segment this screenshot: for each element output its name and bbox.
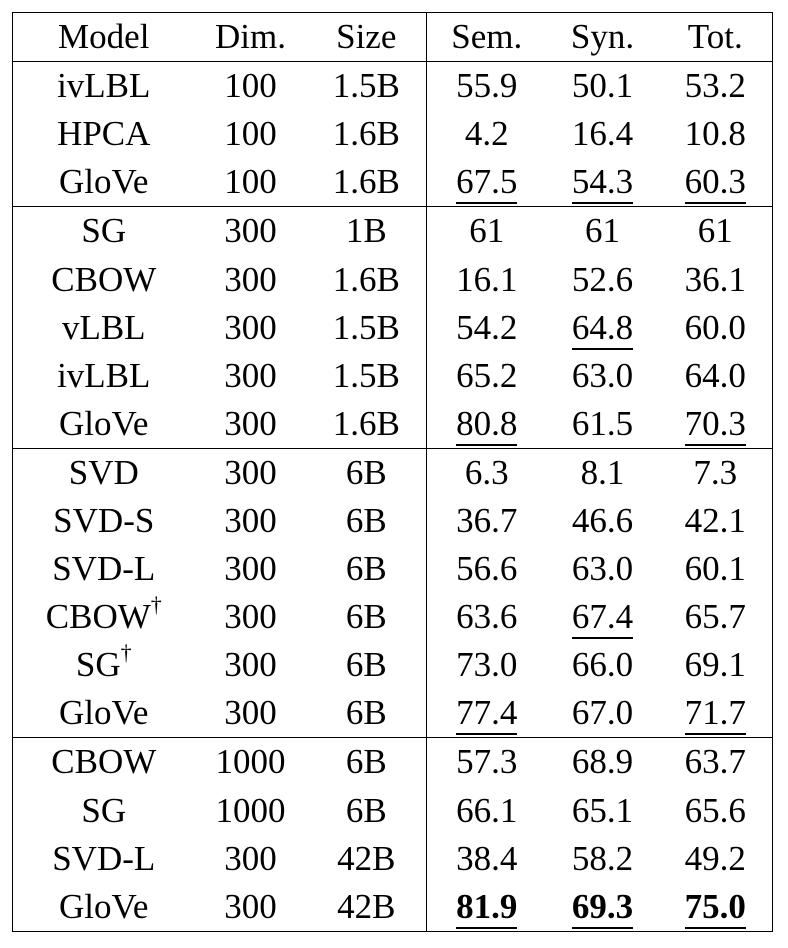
cell-syn <box>547 207 659 256</box>
cell-syn <box>547 787 659 835</box>
table-row <box>13 787 773 835</box>
cell-size <box>307 738 427 787</box>
cell-syn <box>547 545 659 593</box>
tot-value: 61 <box>697 211 733 251</box>
size-value: 1.6B <box>332 403 400 443</box>
cell-model <box>13 497 195 545</box>
cell-sem <box>427 255 547 303</box>
cell-size <box>307 352 427 400</box>
size-value: 42B <box>337 886 396 926</box>
tot-value: 70.3 <box>685 406 746 446</box>
cell-model <box>13 883 195 932</box>
column-header-tot: Tot. <box>659 13 773 62</box>
cell-tot <box>659 497 773 545</box>
size-value: 1.6B <box>332 162 400 202</box>
column-header-size: Size <box>307 13 427 62</box>
cell-size <box>307 255 427 303</box>
cell-tot <box>659 304 773 352</box>
cell-dim <box>195 158 307 207</box>
cell-syn <box>547 497 659 545</box>
syn-value: 61.5 <box>571 403 634 443</box>
table-row <box>13 352 773 400</box>
cell-sem <box>427 400 547 449</box>
tot-value: 42.1 <box>684 500 746 540</box>
cell-model <box>13 158 195 207</box>
model-name: CBOW <box>51 742 157 782</box>
cell-model <box>13 835 195 883</box>
tot-value: 65.7 <box>684 597 746 637</box>
word-analogy-results-table <box>12 12 773 932</box>
dim-value: 300 <box>224 355 277 395</box>
syn-value: 67.4 <box>572 599 633 639</box>
cell-dim <box>195 255 307 303</box>
cell-dim <box>195 545 307 593</box>
size-value: 6B <box>345 742 387 782</box>
tot-value: 64.0 <box>684 355 746 395</box>
dagger-mark: † <box>120 639 132 665</box>
size-value: 1.5B <box>332 307 400 347</box>
size-value: 6B <box>345 693 387 733</box>
cell-syn <box>547 835 659 883</box>
cell-dim <box>195 787 307 835</box>
cell-tot <box>659 593 773 641</box>
table-row <box>13 400 773 449</box>
column-header-dim: Dim. <box>195 13 307 62</box>
syn-value: 68.9 <box>571 742 634 782</box>
sem-value: 67.5 <box>456 164 517 204</box>
cell-syn <box>547 255 659 303</box>
model-name: SVD <box>68 452 139 492</box>
cell-size <box>307 883 427 932</box>
cell-size <box>307 497 427 545</box>
dim-value: 300 <box>224 645 277 685</box>
syn-value: 65.1 <box>571 790 634 830</box>
cell-sem <box>427 545 547 593</box>
size-value: 6B <box>345 645 387 685</box>
sem-value: 16.1 <box>456 259 518 299</box>
model-name: GloVe <box>59 886 149 926</box>
size-value: 1.5B <box>332 355 400 395</box>
model-name: SG <box>75 645 121 685</box>
dim-value: 300 <box>224 307 277 347</box>
cell-syn <box>547 448 659 497</box>
cell-sem <box>427 641 547 689</box>
cell-sem <box>427 883 547 932</box>
syn-value: 67.0 <box>571 693 634 733</box>
table-row <box>13 497 773 545</box>
cell-size <box>307 835 427 883</box>
cell-dim <box>195 62 307 111</box>
cell-size <box>307 787 427 835</box>
cell-dim <box>195 689 307 738</box>
model-name: ivLBL <box>57 355 151 395</box>
table-row <box>13 545 773 593</box>
table-row <box>13 883 773 932</box>
cell-sem <box>427 448 547 497</box>
cell-tot <box>659 545 773 593</box>
size-value: 6B <box>345 500 387 540</box>
cell-model <box>13 110 195 158</box>
table-row <box>13 110 773 158</box>
cell-syn <box>547 352 659 400</box>
tot-value: 71.7 <box>685 695 746 735</box>
cell-syn <box>547 689 659 738</box>
cell-tot <box>659 787 773 835</box>
cell-model <box>13 352 195 400</box>
cell-sem <box>427 835 547 883</box>
syn-value: 63.0 <box>571 355 634 395</box>
cell-size <box>307 158 427 207</box>
column-header-syn: Syn. <box>547 13 659 62</box>
cell-sem <box>427 62 547 111</box>
size-value: 1B <box>345 211 387 251</box>
sem-value: 57.3 <box>456 742 518 782</box>
size-value: 6B <box>345 790 387 830</box>
cell-sem <box>427 110 547 158</box>
sem-value: 38.4 <box>456 838 518 878</box>
cell-dim <box>195 641 307 689</box>
cell-dim <box>195 110 307 158</box>
model-name: SVD-L <box>52 549 156 589</box>
cell-size <box>307 641 427 689</box>
cell-size <box>307 207 427 256</box>
cell-dim <box>195 738 307 787</box>
dim-value: 300 <box>224 838 277 878</box>
size-value: 6B <box>345 597 387 637</box>
size-value: 1.6B <box>332 259 400 299</box>
cell-syn <box>547 400 659 449</box>
syn-value: 64.8 <box>572 310 633 350</box>
tot-value: 7.3 <box>693 452 738 492</box>
sem-value: 54.2 <box>456 307 518 347</box>
cell-sem <box>427 158 547 207</box>
table-row <box>13 835 773 883</box>
tot-value: 36.1 <box>684 259 746 299</box>
cell-tot <box>659 255 773 303</box>
tot-value: 60.0 <box>684 307 746 347</box>
dim-value: 100 <box>224 162 277 202</box>
tot-value: 10.8 <box>684 114 746 154</box>
sem-value: 77.4 <box>456 695 517 735</box>
table-row <box>13 448 773 497</box>
model-name: CBOW <box>45 597 151 637</box>
syn-value: 69.3 <box>572 889 633 929</box>
cell-tot <box>659 207 773 256</box>
cell-model <box>13 448 195 497</box>
cell-sem <box>427 738 547 787</box>
cell-syn <box>547 641 659 689</box>
model-name: SVD-L <box>52 838 156 878</box>
cell-model <box>13 787 195 835</box>
cell-tot <box>659 689 773 738</box>
cell-tot <box>659 352 773 400</box>
dim-value: 300 <box>224 259 277 299</box>
sem-value: 61 <box>469 211 505 251</box>
cell-tot <box>659 883 773 932</box>
size-value: 1.5B <box>332 66 400 106</box>
model-name: SG <box>81 211 127 251</box>
cell-model <box>13 641 195 689</box>
size-value: 1.6B <box>332 114 400 154</box>
cell-model <box>13 400 195 449</box>
cell-dim <box>195 352 307 400</box>
syn-value: 61 <box>585 211 620 251</box>
dim-value: 300 <box>224 500 277 540</box>
tot-value: 60.1 <box>684 549 746 589</box>
cell-model <box>13 207 195 256</box>
cell-syn <box>547 304 659 352</box>
table-row <box>13 593 773 641</box>
cell-dim <box>195 883 307 932</box>
syn-value: 50.1 <box>571 66 634 106</box>
sem-value: 65.2 <box>456 355 518 395</box>
table-row <box>13 255 773 303</box>
sem-value: 66.1 <box>456 790 518 830</box>
tot-value: 49.2 <box>684 838 746 878</box>
dim-value: 300 <box>224 211 277 251</box>
size-value: 6B <box>345 452 387 492</box>
syn-value: 63.0 <box>571 549 634 589</box>
cell-tot <box>659 641 773 689</box>
cell-sem <box>427 787 547 835</box>
cell-sem <box>427 304 547 352</box>
cell-sem <box>427 689 547 738</box>
cell-syn <box>547 110 659 158</box>
cell-tot <box>659 835 773 883</box>
cell-dim <box>195 448 307 497</box>
cell-model <box>13 62 195 111</box>
syn-value: 46.6 <box>571 500 634 540</box>
syn-value: 52.6 <box>571 259 634 299</box>
cell-size <box>307 545 427 593</box>
model-name: vLBL <box>61 307 146 347</box>
tot-value: 65.6 <box>684 790 746 830</box>
cell-dim <box>195 207 307 256</box>
syn-value: 66.0 <box>571 645 634 685</box>
table-row <box>13 62 773 111</box>
cell-tot <box>659 400 773 449</box>
dim-value: 300 <box>224 597 277 637</box>
cell-model <box>13 593 195 641</box>
syn-value: 54.3 <box>572 164 633 204</box>
cell-syn <box>547 883 659 932</box>
table-row <box>13 304 773 352</box>
cell-size <box>307 110 427 158</box>
table-row <box>13 158 773 207</box>
cell-model <box>13 689 195 738</box>
dagger-mark: † <box>150 591 162 617</box>
size-value: 42B <box>337 838 396 878</box>
tot-value: 53.2 <box>684 66 746 106</box>
dim-value: 100 <box>224 66 277 106</box>
column-header-sem: Sem. <box>427 13 547 62</box>
dim-value: 300 <box>224 693 277 733</box>
cell-model <box>13 255 195 303</box>
table-row <box>13 207 773 256</box>
sem-value: 56.6 <box>456 549 518 589</box>
model-name: GloVe <box>59 162 149 202</box>
cell-model <box>13 304 195 352</box>
cell-syn <box>547 158 659 207</box>
cell-tot <box>659 738 773 787</box>
sem-value: 6.3 <box>464 452 509 492</box>
cell-size <box>307 593 427 641</box>
cell-syn <box>547 62 659 111</box>
dim-value: 300 <box>224 452 277 492</box>
model-name: HPCA <box>57 114 151 154</box>
column-header-model: Model <box>13 13 195 62</box>
sem-value: 36.7 <box>456 500 518 540</box>
table-body <box>13 62 773 932</box>
cell-size <box>307 689 427 738</box>
cell-tot <box>659 110 773 158</box>
model-name: GloVe <box>59 693 149 733</box>
dim-value: 300 <box>224 549 277 589</box>
cell-syn <box>547 738 659 787</box>
dim-value: 100 <box>224 114 277 154</box>
sem-value: 63.6 <box>456 597 518 637</box>
dim-value: 1000 <box>215 742 286 782</box>
cell-sem <box>427 497 547 545</box>
model-name: SVD-S <box>53 500 155 540</box>
dim-value: 300 <box>224 886 277 926</box>
cell-dim <box>195 304 307 352</box>
cell-dim <box>195 497 307 545</box>
model-name: ivLBL <box>57 66 151 106</box>
tot-value: 63.7 <box>684 742 746 782</box>
sem-value: 81.9 <box>456 889 517 929</box>
syn-value: 16.4 <box>571 114 634 154</box>
tot-value: 69.1 <box>684 645 746 685</box>
dim-value: 1000 <box>215 790 286 830</box>
sem-value: 4.2 <box>464 114 509 154</box>
cell-size <box>307 448 427 497</box>
model-name: CBOW <box>51 259 157 299</box>
tot-value: 75.0 <box>685 889 746 929</box>
header-row <box>13 13 773 62</box>
sem-value: 55.9 <box>456 66 518 106</box>
cell-size <box>307 62 427 111</box>
cell-size <box>307 400 427 449</box>
model-name: SG <box>81 790 127 830</box>
table-row <box>13 641 773 689</box>
cell-syn <box>547 593 659 641</box>
cell-dim <box>195 835 307 883</box>
sem-value: 80.8 <box>456 406 517 446</box>
dim-value: 300 <box>224 403 277 443</box>
cell-tot <box>659 62 773 111</box>
table-row <box>13 689 773 738</box>
cell-sem <box>427 593 547 641</box>
cell-model <box>13 545 195 593</box>
syn-value: 58.2 <box>571 838 634 878</box>
cell-sem <box>427 207 547 256</box>
size-value: 6B <box>345 549 387 589</box>
model-name: GloVe <box>59 403 149 443</box>
tot-value: 60.3 <box>685 164 746 204</box>
cell-sem <box>427 352 547 400</box>
cell-model <box>13 738 195 787</box>
sem-value: 73.0 <box>456 645 518 685</box>
cell-size <box>307 304 427 352</box>
cell-dim <box>195 400 307 449</box>
cell-dim <box>195 593 307 641</box>
cell-tot <box>659 448 773 497</box>
cell-tot <box>659 158 773 207</box>
table-row <box>13 738 773 787</box>
syn-value: 8.1 <box>580 452 625 492</box>
